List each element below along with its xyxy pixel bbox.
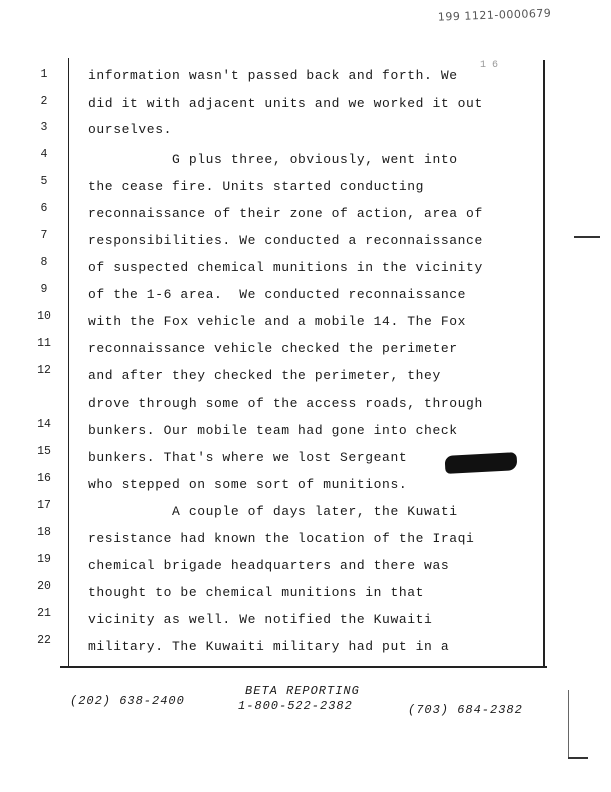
right-margin-rule xyxy=(543,60,545,668)
line-number: 9 xyxy=(40,283,48,296)
transcript-line: did it with adjacent units and we worked it out xyxy=(88,96,483,111)
line-number: 19 xyxy=(37,553,51,566)
line-number: 1 xyxy=(40,68,48,81)
reporter-name: BETA REPORTING xyxy=(245,684,360,698)
bottom-rule xyxy=(60,666,547,668)
transcript-line: reconnaissance vehicle checked the perimeter xyxy=(88,341,458,356)
left-margin-rule xyxy=(68,58,69,668)
line-number: 16 xyxy=(37,472,51,485)
transcript-line: bunkers. That's where we lost Sergeant xyxy=(88,450,408,465)
transcript-line: chemical brigade headquarters and there was xyxy=(88,558,450,573)
line-number: 12 xyxy=(37,364,51,377)
transcript-line: G plus three, obviously, went into xyxy=(88,152,458,167)
page-number-mark: 1 6 xyxy=(480,60,499,71)
transcript-line: resistance had known the location of the Iraqi xyxy=(88,531,475,546)
phone-toll-free: 1-800-522-2382 xyxy=(238,699,353,713)
document-id-stamp: 199 1121-0000679 xyxy=(437,6,552,24)
transcript-line: ourselves. xyxy=(88,122,173,137)
line-number: 5 xyxy=(40,175,48,188)
transcript-line: A couple of days later, the Kuwati xyxy=(88,504,458,519)
line-number: 11 xyxy=(37,337,51,350)
scan-edge-mark xyxy=(568,757,588,759)
transcript-line: bunkers. Our mobile team had gone into check xyxy=(88,423,458,438)
line-number: 21 xyxy=(37,607,51,620)
line-number: 10 xyxy=(37,310,51,323)
transcript-line: responsibilities. We conducted a reconnaissance xyxy=(88,233,483,248)
line-number: 20 xyxy=(37,580,51,593)
transcript-line: who stepped on some sort of munitions. xyxy=(88,477,408,492)
scan-edge-mark xyxy=(574,236,600,238)
line-number: 18 xyxy=(37,526,51,539)
redaction-block xyxy=(445,452,518,474)
transcript-line: of suspected chemical munitions in the vicinity xyxy=(88,260,483,275)
phone-left: (202) 638-2400 xyxy=(70,694,185,708)
line-number: 14 xyxy=(37,418,51,431)
transcript-line: the cease fire. Units started conducting xyxy=(88,179,425,194)
line-number: 15 xyxy=(37,445,51,458)
transcript-line: vicinity as well. We notified the Kuwaiti xyxy=(88,612,433,627)
transcript-line: of the 1-6 area. We conducted reconnaissance xyxy=(88,287,467,302)
transcript-line: reconnaissance of their zone of action, area of xyxy=(88,206,483,221)
line-number: 22 xyxy=(37,634,51,647)
line-number: 3 xyxy=(40,121,48,134)
line-number: 4 xyxy=(40,148,48,161)
transcript-line: information wasn't passed back and forth. We xyxy=(88,68,458,83)
line-number: 8 xyxy=(40,256,48,269)
transcript-line: with the Fox vehicle and a mobile 14. The Fox xyxy=(88,314,467,329)
line-number: 7 xyxy=(40,229,48,242)
transcript-line: and after they checked the perimeter, they xyxy=(88,368,441,383)
transcript-line: military. The Kuwaiti military had put in a xyxy=(88,639,450,654)
transcript-line: thought to be chemical munitions in that xyxy=(88,585,425,600)
scan-edge-mark xyxy=(568,690,569,758)
transcript-line: drove through some of the access roads, through xyxy=(88,396,483,411)
line-number: 2 xyxy=(40,95,48,108)
line-number: 17 xyxy=(37,499,51,512)
line-number: 6 xyxy=(40,202,48,215)
phone-right: (703) 684-2382 xyxy=(408,703,523,717)
